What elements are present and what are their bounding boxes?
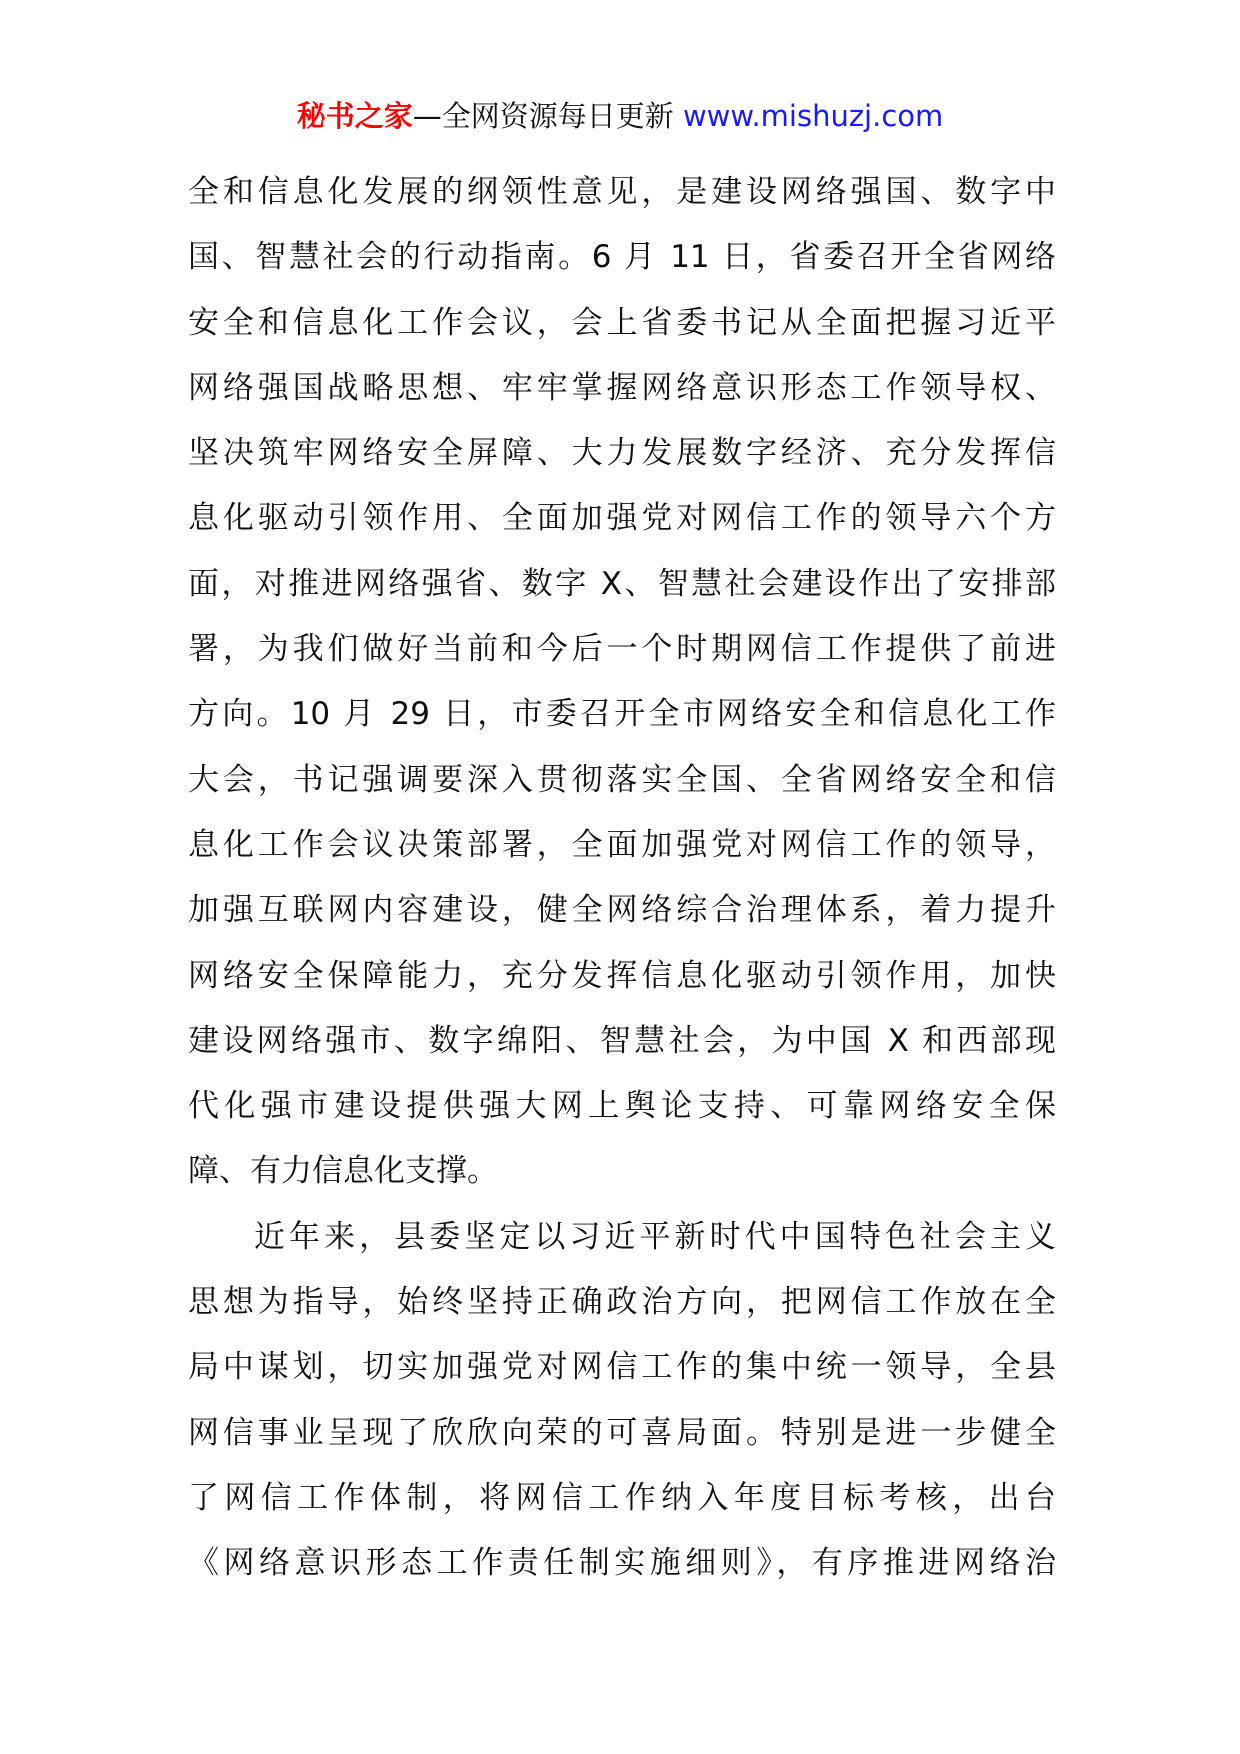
text-line: 近年来，县委坚定以习近平新时代中国特色社会主义	[254, 1218, 1056, 1255]
header-tagline: —全网资源每日更新	[412, 99, 683, 133]
text-line: 建设网络强市、数字绵阳、智慧社会，为中国 X 和西部现	[188, 1022, 1056, 1059]
text-line: 《网络意识形态工作责任制实施细则》，有序推进网络治	[188, 1545, 1056, 1582]
text-line: 网络强国战略思想、牢牢掌握网络意识形态工作领导权、	[188, 369, 1056, 406]
header-url-link[interactable]: www.mishuzj.com	[682, 99, 944, 133]
text-line: 代化强市建设提供强大网上舆论支持、可靠网络安全保	[188, 1088, 1056, 1125]
text-line: 坚决筑牢网络安全屏障、大力发展数字经济、充分发挥信	[188, 435, 1056, 472]
text-line: 国、智慧社会的行动指南。6 月 11 日，省委召开全省网络	[188, 239, 1056, 276]
paragraph	[188, 160, 1056, 1205]
text-line: 署，为我们做好当前和今后一个时期网信工作提供了前进	[188, 631, 1056, 668]
text-line: 方向。10 月 29 日，市委召开全市网络安全和信息化工作	[188, 696, 1056, 733]
text-line: 了网信工作体制，将网信工作纳入年度目标考核，出台	[188, 1479, 1056, 1516]
text-line: 息化工作会议决策部署，全面加强党对网信工作的领导，	[188, 826, 1056, 863]
text-line: 思想为指导，始终坚持正确政治方向，把网信工作放在全	[188, 1284, 1056, 1321]
text-line: 大会，书记强调要深入贯彻落实全国、全省网络安全和信	[188, 761, 1056, 798]
page-header	[0, 96, 1240, 136]
paragraph	[188, 1205, 1056, 1597]
text-line: 息化驱动引领作用、全面加强党对网信工作的领导六个方	[188, 500, 1056, 537]
text-line: 网信事业呈现了欣欣向荣的可喜局面。特别是进一步健全	[188, 1414, 1056, 1451]
header-brand: 秘书之家	[296, 99, 413, 133]
text-line: 面，对推进网络强省、数字 X、智慧社会建设作出了安排部	[188, 565, 1056, 602]
text-line: 网络安全保障能力，充分发挥信息化驱动引领作用，加快	[188, 957, 1056, 994]
text-line: 障、有力信息化支撑。	[188, 1153, 498, 1190]
text-line: 局中谋划，切实加强党对网信工作的集中统一领导，全县	[188, 1349, 1056, 1386]
text-line: 全和信息化发展的纲领性意见，是建设网络强国、数字中	[188, 174, 1056, 210]
text-line: 安全和信息化工作会议，会上省委书记从全面把握习近平	[188, 304, 1056, 341]
text-line: 加强互联网内容建设，健全网络综合治理体系，着力提升	[188, 892, 1056, 929]
body-text	[188, 160, 1056, 1597]
